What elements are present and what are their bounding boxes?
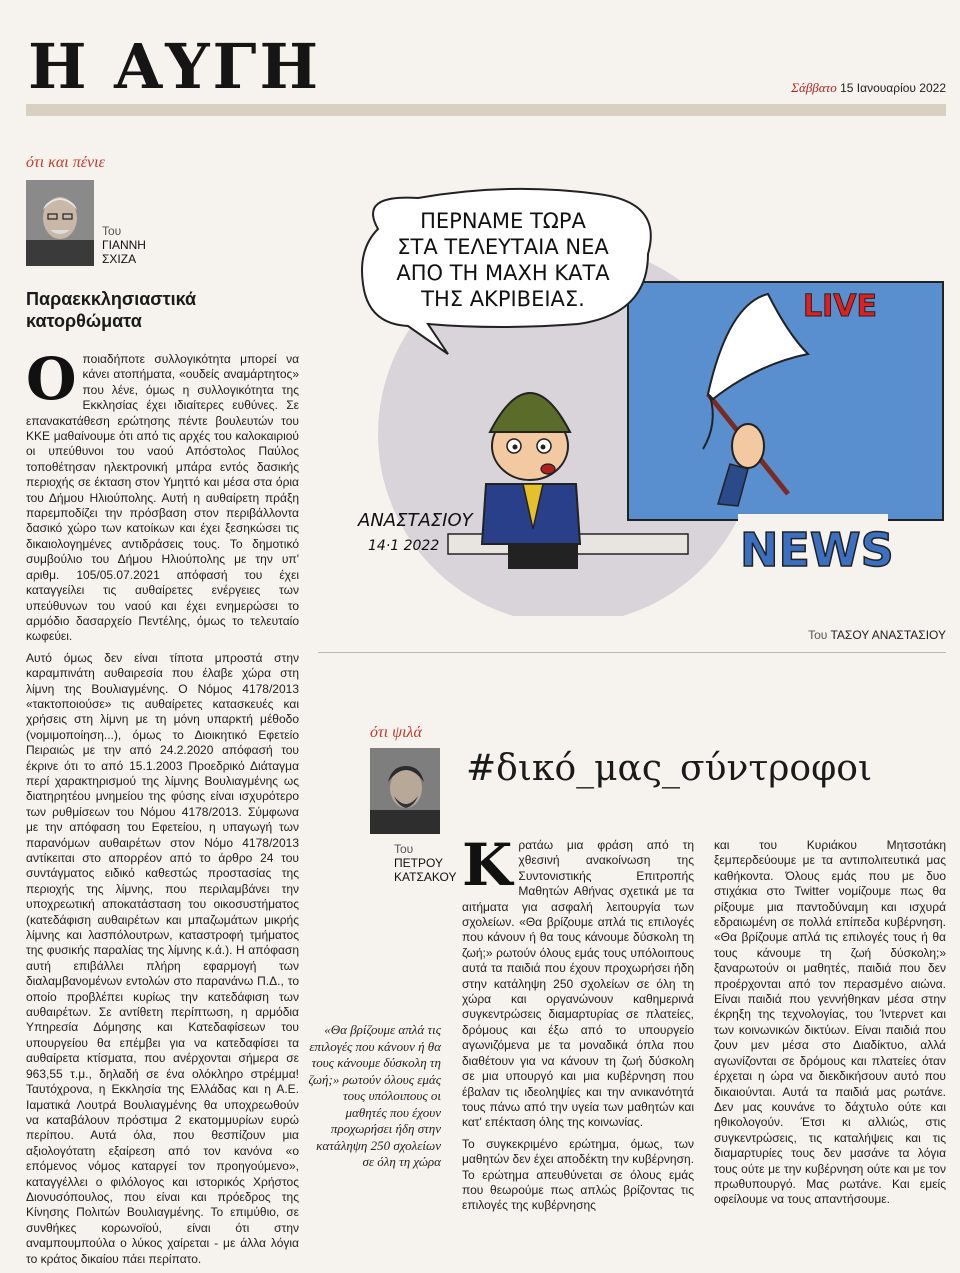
cartoon-credit-name: ΤΑΣΟΥ ΑΝΑΣΤΑΣΙΟΥ [830,628,946,642]
right-dropcap: Κ [462,831,513,899]
right-byline-name2: ΚΑΤΣΑΚΟΥ [394,870,457,884]
cartoon [318,184,958,616]
left-article-body [26,345,299,1273]
left-byline-name2: ΣΧΙΖΑ [102,252,137,266]
cartoon-credit-lead: Του [808,628,828,642]
right-section-tag: ότι ψιλά [370,724,422,741]
left-headline: Παραεκκλησιαστικά κατορθώματα [26,289,197,331]
left-byline-lead: Του [102,224,122,238]
right-article-col-1 [462,831,694,1220]
pull-quote: «Θα βρίζουμε απλά τις επιλογές που κάνουν ή θα τους κάνουμε δύσκολη τη ζωή;» ρωτούν όλους εμάς τους υπόλοιπους οι μαθητές που έχουν προχωρήσει ήδη στην κατάληψη 250 σχολείων σε όλη τη χώρα [308,1022,441,1169]
issue-date-day: Σάββατο [791,80,837,95]
right-para-1: ρατάω μια φράση από τη χθεσινή ανακοίνωση της Συντονιστικής Επιτροπής Μαθητών Αθήνας σχετικά με τα αιτήματα για ασφαλή λειτουργία των σχολείων. «Θα βρίζουμε απλά τις επιλογές που κάνουν ή θα τους κάνουμε δύσκολη τη ζωή;» ρωτούν όλους εμάς τους υπόλοιπους αυτά τα παιδιά που έχουν προχωρήσει ήδη στην κατάληψη 250 σχολείων σε όλη τη χώρα και οργανώνουν καθημερινά συγκεντρώσεις διαμαρτυρίας σε πλατείες, δρόμους και έξω από το υπουργείο αγωνιζόμενα με τα μοναδικά όπλα που διαθέτουν για να κάνουν τη ζωή δύσκολη σε μια υπουργό και μια κυβέρνηση που έβαλαν τις ιδεοληψίες και την ανικανότητά τους πάνω από την υγεία των μαθητών και κατ' επέκταση όλης της κοινωνίας. [462,838,694,1130]
left-para-1: ποιαδήποτε συλλογικότητα μπορεί να κάνει ατοπήματα, «ουδείς αναμάρτητος» που λένε, όμως η συλλογικότητα της Εκκλησίας έχει ιδιαίτερες ευθύνες. Σε επανακατάθεση ερώτησης πέντε βουλευτών του ΚΚΕ μαθαίνουμε ότι από τις αρχές του καλοκαιριού οι υπεύθυνοι του ναού Απόστολος Παύλος τοποθέτησαν ηλεκτρονική μπάρα εντός δασικής περιοχής σε έκταση στον Υμηττό και μέσα στα όρια του Δήμου Ηλιούπολης. Αυτή η αυθαίρετη πράξη παρεμποδίζει την πρόσβαση στον περιβάλλοντα δασικό χώρο των κατοίκων και έχει ξεσηκώσει τις δικαιολογημένες αντιδράσεις τους. Το δημοτικό συμβούλιο του Δήμου Ηλιούπολης με την υπ' αριθμ. 105/05.07.2021 απόφασή του έχει καταγγείλει τις αυθαίρετες ενέργειες των υπεύθυνων του ναού και έχει ενημερώσει το αρμόδιο δασαρχείο Πεντέλης, όμως το τελευταίο κωφεύει. [26,352,299,644]
right-byline-lead: Του [394,842,414,856]
speech-line-3: ΑΠΟ ΤΗ ΜΑΧΗ ΚΑΤΑ [396,261,610,285]
right-byline [394,842,457,884]
cartoon-credit [808,628,946,642]
masthead-title: Η ΑΥΓΗ [28,30,322,103]
right-article-col-2 [714,838,946,1214]
issue-date [791,80,946,96]
left-para-2: Αυτό όμως δεν είναι τίποτα μπροστά στην καραμπινάτη αυθαιρεσία που έλαβε χώρα στη λίμνη της Βουλιαγμένης. Ο Νόμος 4178/2013 «τακτοποιούσε» τις αυθαίρετες κατασκευές και χρήσεις στη λίμνη με τη μόνη υπαρκτή μέθοδο (νομιμοποίηση...), όμως το Διοικητικό Εφετείο Πειραιώς με την από 24.2.2020 απόφασή του έκρινε ότι το από 15.1.2003 Προεδρικό Διάταγμα περί χαρακτηρισμού της λίμνης Βουλιαγμένης ως διατηρητέου μνημείου της φύσης είναι ισχυρότερο των ρυθμίσεων του Νόμου 4178/2013. Σύμφωνα με την απόφαση του Εφετείου, η υπαγωγή των παρανόμων αυθαιρέτων στον Νόμο 4178/2013 αντίκειται στο απορρέον από το άρθρο 24 του συντάγματος ειδικό καθεστώς προστασίας της περιοχής της λίμνης, που περιλαμβάνει την υποχρεωτική αποκατάσταση του οικοσυστήματος (κατεδάφιση αυθαιρέτων και μπαζωμάτων μικρής λίμνης και λασπόλουτρων, καταστροφή τμήματος της φυσικής παραλίας της λίμνης κ.ά.). Η απόφαση αυτή επιβάλλει πλήρη εφαρμογή των διαλαμβανομένων εντολών στο παρανάνω Π.Δ., το οποίο προβλέπει κυρίως την κατεδάφιση των αυθαιρέτων. Σε αντίθετη περίπτωση, η αρμόδια Υπηρεσία Δόμησης και Κατεδαφίσεων του υπουργείου θα επέμβει για να κατεδαφίσει τα αυθαίρετα κτίσματα, που ανέρχονται σήμερα σε 963,55 τ.μ., δηλαδή σε ένα ολόκληρο στρέμμα! Ταυτόχρονα, η Εκκλησία της Ελλάδας και η Α.Ε. Ιαματικά Λουτρά Βουλιαγμένης θα υποχρεωθούν να καταβάλουν πρόστιμα 2 εκατομμυρίων ευρώ περίπου. Αυτά όλα, που θεσπίζουν μια αξιολογότατη εξαίρεση από τον κανόνα «ο επόμενος νόμος καταργεί τον προηγούμενο», καταγγέλλει ο φιλόλογος και ιστορικός Χρήστος Διονυσόπουλος, που είναι και πρόεδρος της Κίνησης Πολιτών Βουλιαγμένης. Το επιμύθιο, σε συνθήκες κορωνοϊού, είναι ότι στην αναμπουμπούλα ο λύκος χαίρεται - με άλλα λόγια το κράτος δικαίου πάει περίπατο. [26,650,299,1266]
right-byline-name1: ΠΕΤΡΟΥ [394,856,443,870]
cartoon-signature-date: 14·1 2022 [368,538,440,554]
right-headline: #δικό_μας_σύντροφοι [466,748,873,789]
news-sign: NEWS [740,523,894,577]
live-sign: LIVE [803,289,877,324]
cartoon-illustration [318,184,958,616]
issue-date-rest: 15 Ιανουαρίου 2022 [840,81,946,95]
cartoon-divider [318,652,946,653]
speech-line-1: ΠΕΡΝΑΜΕ ΤΩΡΑ [420,209,586,233]
left-section-tag: ότι και πένιε [26,154,105,171]
left-byline [102,224,146,266]
author-photo-schiza [26,180,94,266]
author-photo-katsakou [370,748,440,834]
left-dropcap: Ο [26,345,77,413]
speech-line-2: ΣΤΑ ΤΕΛΕΥΤΑΙΑ ΝΕΑ [397,235,609,259]
speech-line-4: ΤΗΣ ΑΚΡΙΒΕΙΑΣ. [421,287,585,311]
left-byline-name1: ΓΙΑΝΝΗ [102,238,146,252]
right-para-2: Το συγκεκριμένο ερώτημα, όμως, των μαθητών δεν έχει αποδέκτη την κυβέρνηση. Το ερώτημα απευθύνεται σε όλους εμάς που θεωρούμε πως απλώς βρίζοντας τις επιλογές της κυβέρνησης [462,1136,694,1213]
cartoon-signature: ΑΝΑΣΤΑΣΙΟΥ [358,510,473,531]
right-para-3: και του Κυριάκου Μητσοτάκη ξεμπερδεύουμε με τα αντιπολιτευτικά μας καθήκοντα. Όλους εμάς που με δυο στιχάκια στο Twitter νομίζουμε πως θα ρίξουμε μια παντοδύναμη και ισχυρά εδραιωμένη σε πολλά επίπεδα κυβέρνηση. «Θα βρίζουμε απλά τις επιλογές τους ή θα τους κάνουμε τη ζωή δύσκολη;» ξαναρωτούν οι μαθητές, παιδιά που δεν προέρχονται από τον περασμένο αιώνα. Είναι παιδιά που γεννήθηκαν μέσα στην έκρηξη της τεχνολογίας, του Ίντερνετ και των κοινωνικών δικτύων. Είναι παιδιά που ζουν μεν μέσα στο Διαδίκτυο, αλλά αγωνίζονται σε δρόμους και πλατείες όταν έρχεται η ώρα να διεκδικήσουν αυτό που δικαιούνται. Αυτά τα παιδιά μας ρωτάνε. Δεν μας κουνάνε το δάχτυλο ούτε και ηθικολογούν. Έτσι κι αλλιώς, στις συγκεντρώσεις, τις καταλήψεις και τις διαμαρτυρίες τους δεν μασάνε τα λόγια τους ούτε με την κυβέρνηση ούτε και με τον πρωθυπουργό. Μας ρωτάνε. Και εμείς οφείλουμε να τους απαντήσουμε. [714,838,946,1207]
masthead-bar [26,104,946,116]
